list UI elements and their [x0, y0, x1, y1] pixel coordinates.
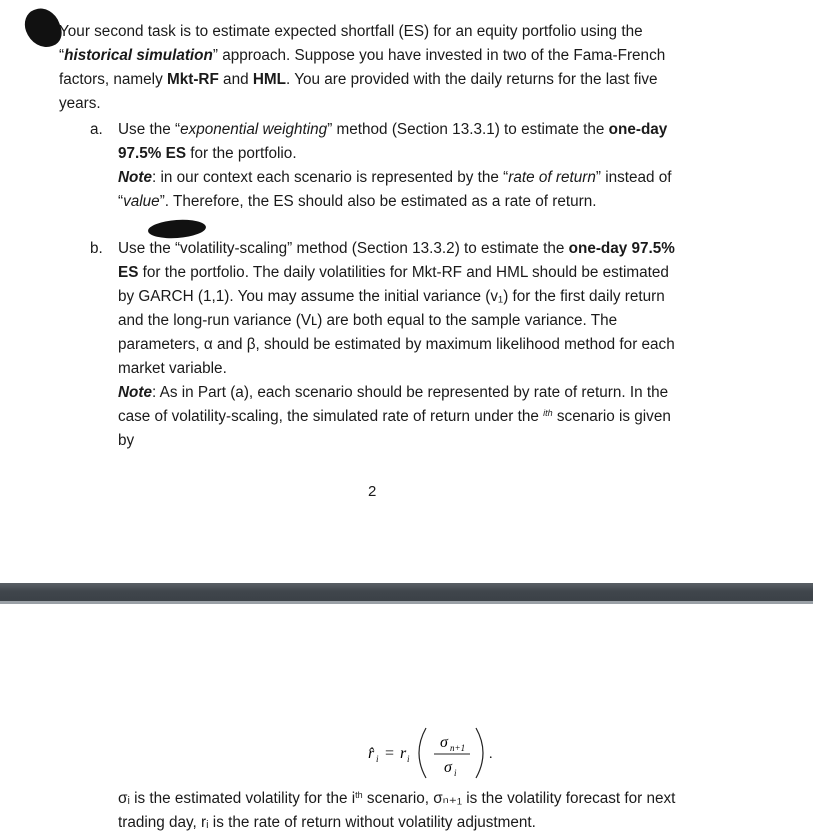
- formula-r: r: [400, 745, 407, 762]
- item-b-line-7: Note: As in Part (a), each scenario should be represented by rate of return. In the: [118, 384, 669, 401]
- formula-left-paren: [419, 728, 426, 778]
- item-a-paragraph: [118, 118, 672, 214]
- page-break-bar: [0, 583, 813, 603]
- formula-lhs: r̂: [368, 745, 375, 762]
- explanation-line-1: σᵢ is the estimated volatility for the $i^{th}$ scenario, σₙ₊₁ is the volatility forecast for next: [118, 790, 676, 807]
- item-a-line-3: Note: in our context each scenario is represented by the “rate of return” instead of: [118, 169, 672, 186]
- intro-line-4: years.: [59, 95, 101, 112]
- formula-explanation: [118, 787, 675, 835]
- item-b-line-3: by GARCH (1,1). You may assume the initial variance (v₁) for the first daily return: [118, 288, 665, 305]
- item-b-line-5: parameters, α and β, should be estimated by maximum likelihood method for each: [118, 336, 675, 353]
- volatility-scaling-formula: [366, 722, 496, 784]
- item-a-marker: a.: [90, 121, 103, 138]
- formula-r-sub: i: [407, 754, 410, 764]
- item-a-line-2: 97.5% ES for the portfolio.: [118, 145, 297, 162]
- formula-numerator-sub: n+1: [450, 743, 466, 753]
- formula-denominator: σ: [444, 759, 452, 776]
- page-break-edge: [0, 601, 813, 604]
- item-b-marker: b.: [90, 240, 103, 257]
- intro-line-2: “historical simulation” approach. Suppose you have invested in two of the Fama-French: [59, 47, 666, 64]
- item-b-line-6: market variable.: [118, 360, 227, 377]
- formula-equals: =: [385, 745, 395, 762]
- intro-line-3: factors, namely Mkt-RF and HML. You are provided with the daily returns for the last five: [59, 71, 658, 88]
- item-a-line-4: “value”. Therefore, the ES should also be estimated as a rate of return.: [118, 193, 597, 210]
- item-a-line-1: Use the “exponential weighting” method (Section 13.3.1) to estimate the one-day: [118, 121, 668, 138]
- intro-paragraph: [59, 20, 665, 116]
- item-b-line-2: ES for the portfolio. The daily volatilities for Mkt-RF and HML should be estimated: [118, 264, 669, 281]
- item-b-line-8: case of volatility-scaling, the simulated rate of return under the $^{ith}$ scenario is given: [118, 408, 671, 425]
- item-b-paragraph: [118, 237, 675, 453]
- item-b-line-9: by: [118, 432, 135, 449]
- item-b-line-4: and the long-run variance (Vʟ) are both equal to the sample variance. The: [118, 312, 618, 329]
- page-number: 2: [368, 483, 377, 500]
- formula-right-paren: [476, 728, 483, 778]
- formula-lhs-sub: i: [376, 754, 379, 764]
- formula-denominator-sub: i: [454, 768, 457, 778]
- explanation-line-2: trading day, rᵢ is the rate of return without volatility adjustment.: [118, 814, 536, 831]
- intro-line-1: Your second task is to estimate expected shortfall (ES) for an equity portfolio using the: [59, 23, 643, 40]
- item-b-line-1: Use the “volatility-scaling” method (Section 13.3.2) to estimate the one-day 97.5%: [118, 240, 675, 257]
- formula-numerator: σ: [440, 734, 448, 751]
- formula-period: .: [489, 747, 493, 762]
